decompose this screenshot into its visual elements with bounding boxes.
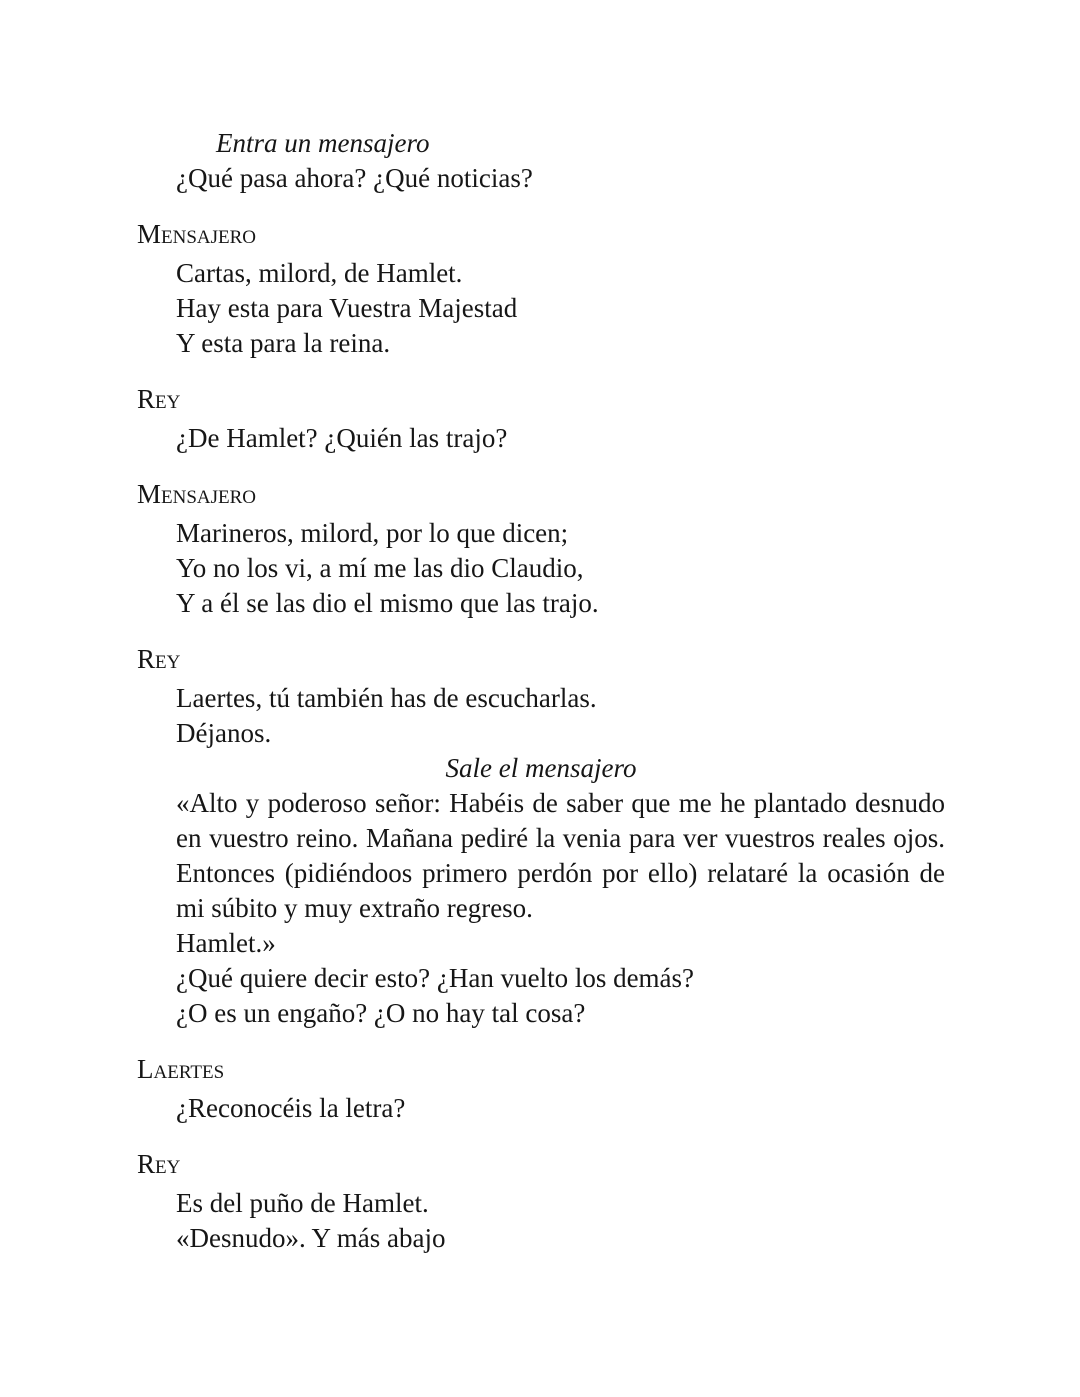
speaker-label: Mensajero <box>137 219 257 249</box>
speaker-label: Laertes <box>137 1054 225 1084</box>
letter-line: Entonces (pidiéndoos primero perdón por ello) relataré la ocasión de <box>176 858 945 888</box>
dialogue-line: Cartas, milord, de Hamlet. <box>176 258 463 288</box>
speaker-label: Rey <box>137 1149 181 1179</box>
stage-direction-centered: Sale el mensajero <box>445 753 637 783</box>
dialogue-line: Laertes, tú también has de escucharlas. <box>176 683 597 713</box>
stage-direction: Entra un mensajero <box>216 128 430 158</box>
dialogue-line: Yo no los vi, a mí me las dio Claudio, <box>176 553 584 583</box>
dialogue-line: Hay esta para Vuestra Majestad <box>176 293 518 323</box>
dialogue-line: Hamlet.» <box>176 928 276 958</box>
dialogue-line: ¿Qué pasa ahora? ¿Qué noticias? <box>176 163 533 193</box>
dialogue-line: Es del puño de Hamlet. <box>176 1188 429 1218</box>
dialogue-line: Y a él se las dio el mismo que las trajo. <box>176 588 599 618</box>
dialogue-line: Marineros, milord, por lo que dicen; <box>176 518 569 548</box>
letter-line: en vuestro reino. Mañana pediré la venia para ver vuestros reales ojos. <box>176 823 945 853</box>
speaker-label: Rey <box>137 384 181 414</box>
letter-line: mi súbito y muy extraño regreso. <box>176 893 533 923</box>
play-text-column <box>137 126 945 1256</box>
dialogue-line: ¿Qué quiere decir esto? ¿Han vuelto los demás? <box>176 963 695 993</box>
dialogue-line: ¿Reconocéis la letra? <box>176 1093 406 1123</box>
letter-line: «Alto y poderoso señor: Habéis de saber que me he plantado desnudo <box>176 788 945 818</box>
dialogue-line: ¿De Hamlet? ¿Quién las trajo? <box>176 423 508 453</box>
dialogue-line: Déjanos. <box>176 718 272 748</box>
speaker-label: Rey <box>137 644 181 674</box>
dialogue-line: Y esta para la reina. <box>176 328 391 358</box>
speaker-label: Mensajero <box>137 479 257 509</box>
dialogue-line: «Desnudo». Y más abajo <box>176 1223 446 1253</box>
dialogue-line: ¿O es un engaño? ¿O no hay tal cosa? <box>176 998 586 1028</box>
